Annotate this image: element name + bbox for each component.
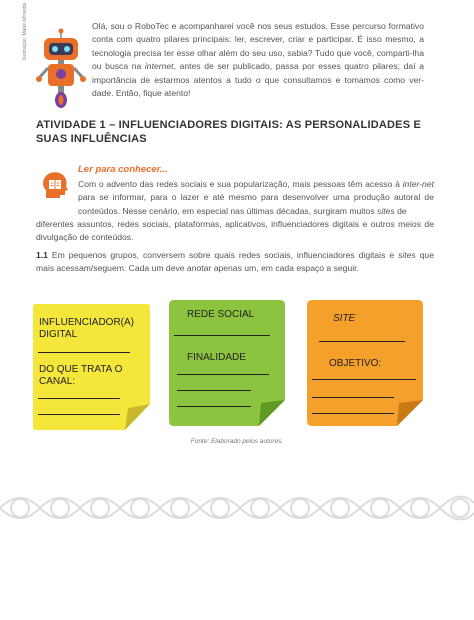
site-answer-line[interactable] xyxy=(319,341,405,342)
ler-para-conhecer-title: Ler para conhecer... xyxy=(78,164,168,175)
figure-source-caption: Fonte: Elaborado pelos autores. xyxy=(190,438,284,445)
illustration-credit: Ilustração: Malko Miranda xyxy=(22,2,28,60)
decorative-ornament-border xyxy=(0,488,474,528)
paragraph-2: diferentes assuntos, redes sociais, plataformas, aplicativos, influenciadores digitais e outros meios de divulgação de conteúdos. xyxy=(36,219,434,243)
purpose-answer-line-3[interactable] xyxy=(177,406,251,407)
channel-answer-line-1[interactable] xyxy=(38,398,120,399)
influencer-label: INFLUENCIADOR(A) DIGITAL xyxy=(39,317,135,340)
activity-title: ATIVIDADE 1 – INFLUENCIADORES DIGITAIS: AS PERSONALIDADES E SUAS INFLUÊNCIAS xyxy=(36,119,422,145)
influencer-card[interactable] xyxy=(33,304,150,430)
purpose-answer-line-2[interactable] xyxy=(177,390,251,391)
purpose-label: FINALIDADE xyxy=(187,352,246,363)
objective-answer-line-3[interactable] xyxy=(312,413,394,414)
site-label: SITE xyxy=(333,313,356,324)
social-network-card[interactable] xyxy=(169,300,285,426)
site-card[interactable] xyxy=(307,300,423,426)
paragraph-1: Com o advento das redes sociais e sua popularização, mais pessoas têm acesso à inter-net para se informar, para o lazer e até mesmo para desenvolver uma produção autoral de conteúdos. Nesse cenário, em especial nas últimas décadas, surgiram muitos sites de xyxy=(78,179,434,216)
head-book-icon xyxy=(40,170,70,200)
intro-paragraph: Olá, sou o RoboTec e acompanharei você nos seus estudos. Esse percurso formativo conta com quatro pilares principais: ler, escrever, criar e participar. É isso mesmo, a tecnologia precisa ter esse olhar além do seu uso, sabia? Tudo que você, comparti-lha ou busca na internet, antes de ser publicado, passa por esses quatro pilares; daí a importância de estarmos atentos a tudo o que consultamos e tomamos como ver-dade. Então, fique atento! xyxy=(92,21,424,99)
objective-answer-line-2[interactable] xyxy=(312,397,394,398)
influencer-answer-line[interactable] xyxy=(38,352,130,353)
activity-instruction: 1.1 Em pequenos grupos, conversem sobre quais redes sociais, influenciadores digitais e sites que mais acessam/seguem. Cada um deve anotar apenas um, em cada espaço a seguir. xyxy=(36,250,434,274)
objective-label: OBJETIVO: xyxy=(329,358,382,369)
social-network-answer-line[interactable] xyxy=(174,335,270,336)
purpose-answer-line-1[interactable] xyxy=(177,374,269,375)
social-network-label: REDE SOCIAL xyxy=(187,309,255,320)
channel-topic-label: DO QUE TRATA O CANAL: xyxy=(39,364,123,387)
robotec-illustration xyxy=(36,28,86,110)
channel-answer-line-2[interactable] xyxy=(38,414,120,415)
objective-answer-line-1[interactable] xyxy=(312,379,416,380)
